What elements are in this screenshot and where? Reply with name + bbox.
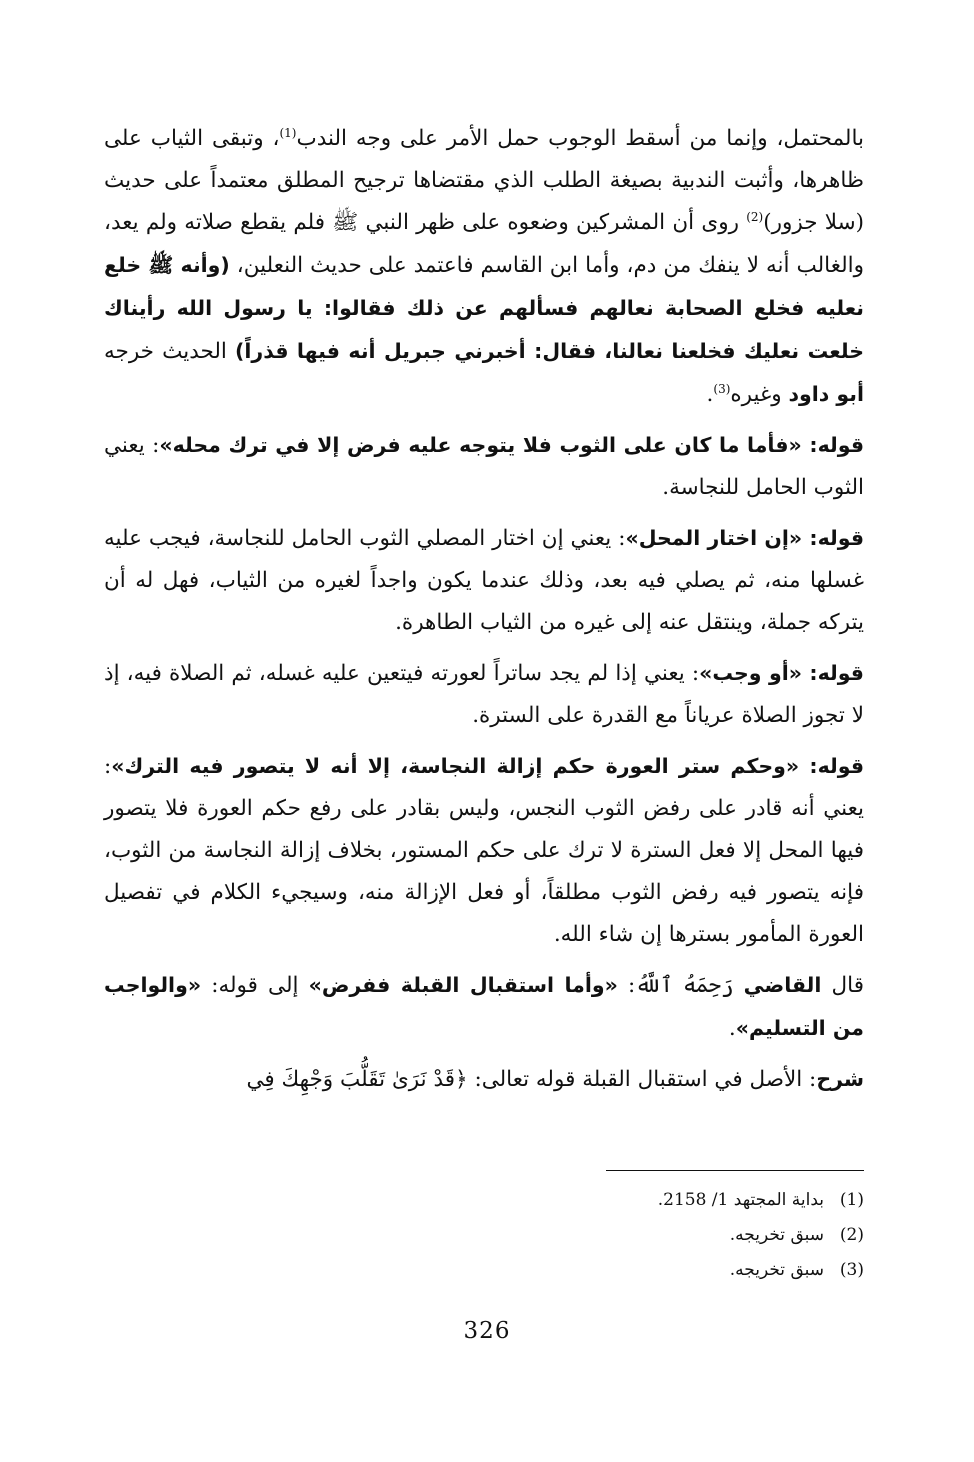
text-run: ، وتبقى الثياب على ظاهرها، وأثبت الندبية بصيغة الطلب الذي مقتضاها ترجيح المطلق معتمداً على حديث (سلا جزور)	[104, 126, 865, 235]
text-run: : يعني إن اختار المصلي الثوب الحامل للنجاسة، فيجب عليه غسلها منه، ثم يصلي فيه بعد، وذلك عندما يكون واجداً لغيره من الثياب، فهل له أن يتركه جملة، وينتقل عنه إلى غيره من الثياب الطاهرة.	[104, 526, 864, 635]
footnote-divider	[606, 1170, 864, 1171]
footnote-marker: (2)	[746, 209, 764, 224]
paragraph-1	[104, 118, 864, 416]
bold-text: (وأنه ﷺ خلع نعليه فخلع الصحابة نعالهم فسألهم عن ذلك فقالوا: يا رسول الله رأيناك خلعت نعليك فخلعنا نعالنا، فقال: أخبرني جبريل أنه فيها قذراً)	[104, 253, 864, 363]
text-run: رَحِمَهُ ٱللَّهُ:	[617, 973, 744, 998]
bold-text: «وأما استقبال القبلة ففرض»	[308, 973, 618, 997]
footnote-text: سبق تخريجه.	[729, 1225, 824, 1245]
bold-text: قوله: «أو وجب»	[699, 661, 864, 685]
text-run: : الأصل في استقبال القبلة قوله تعالى: ﴿قَدْ نَرَىٰ تَقَلُّبَ وَجْهِكَ فِي	[246, 1067, 817, 1092]
text-run: .	[706, 382, 714, 407]
text-run: الحديث خرجه	[104, 339, 236, 364]
text-run: إلى قوله:	[201, 973, 309, 998]
paragraph-6	[104, 964, 864, 1050]
footnote-2	[104, 1218, 864, 1253]
text-run: : يعني الثوب الحامل للنجاسة.	[104, 433, 864, 500]
footnotes	[104, 1170, 864, 1288]
footnote-number: (1)	[839, 1190, 864, 1210]
footnote-number: (3)	[839, 1260, 864, 1280]
page-number: 326	[463, 1318, 511, 1344]
bold-text: قوله: «فأما ما كان على الثوب فلا يتوجه عليه فرض إلا في ترك محله»	[159, 433, 865, 457]
text-run: بالمحتمل، وإنما من أسقط الوجوب حمل الأمر على وجه الندب	[296, 126, 864, 151]
bold-text: القاضي	[743, 973, 822, 997]
footnote-text: بداية المجتهد 1/ 2158.	[657, 1190, 824, 1210]
paragraph-3	[104, 517, 864, 644]
bold-text: شرح	[816, 1067, 864, 1091]
paragraph-5	[104, 745, 864, 956]
bold-text: قوله: «إن اختار المحل»	[625, 526, 865, 550]
footnote-3	[104, 1253, 864, 1288]
footnote-marker: (1)	[279, 125, 297, 140]
text-run: وغيره	[730, 382, 789, 407]
text-run: روى أن المشركين وضعوه على ظهر النبي ﷺ فلم يقطع صلاته ولم يعد، والغالب أنه لا ينفك من دم، وأما ابن القاسم فاعتمد على حديث النعلين،	[104, 210, 864, 278]
text-run: : يعني إذا لم يجد ساتراً لعورته فيتعين عليه غسله، ثم الصلاة فيه، إذ لا تجوز الصلاة عرياناً مع القدرة على السترة.	[104, 661, 864, 728]
text-run: .	[728, 1016, 736, 1041]
footnote-1	[104, 1183, 864, 1218]
footnote-text: سبق تخريجه.	[729, 1260, 824, 1280]
text-run: قال	[821, 973, 864, 998]
footnote-marker: (3)	[713, 381, 731, 396]
footnote-number: (2)	[839, 1225, 864, 1245]
paragraph-4	[104, 652, 864, 737]
bold-text: قوله: «وحكم ستر العورة حكم إزالة النجاسة، إلا أنه لا يتصور فيه الترك»	[111, 754, 864, 778]
paragraph-2	[104, 424, 864, 509]
paragraph-7	[104, 1058, 864, 1101]
bold-text: «والواجب من التسليم»	[104, 973, 864, 1040]
text-run: : يعني أنه قادر على رفض الثوب النجس، وليس بقادر على رفع حكم العورة فلا يتصور فيها المحل إلا فعل السترة لا ترك على حكم المستور، بخلاف إزالة النجاسة من الثوب، فإنه يتصور فيه رفض الثوب مطلقاً، أو فعل الإزالة منه، وسيجيء الكلام في تفصيل العورة المأمور بسترها إن شاء الله.	[104, 754, 864, 947]
bold-text: أبو داود	[788, 382, 864, 406]
page-body	[104, 118, 864, 1109]
